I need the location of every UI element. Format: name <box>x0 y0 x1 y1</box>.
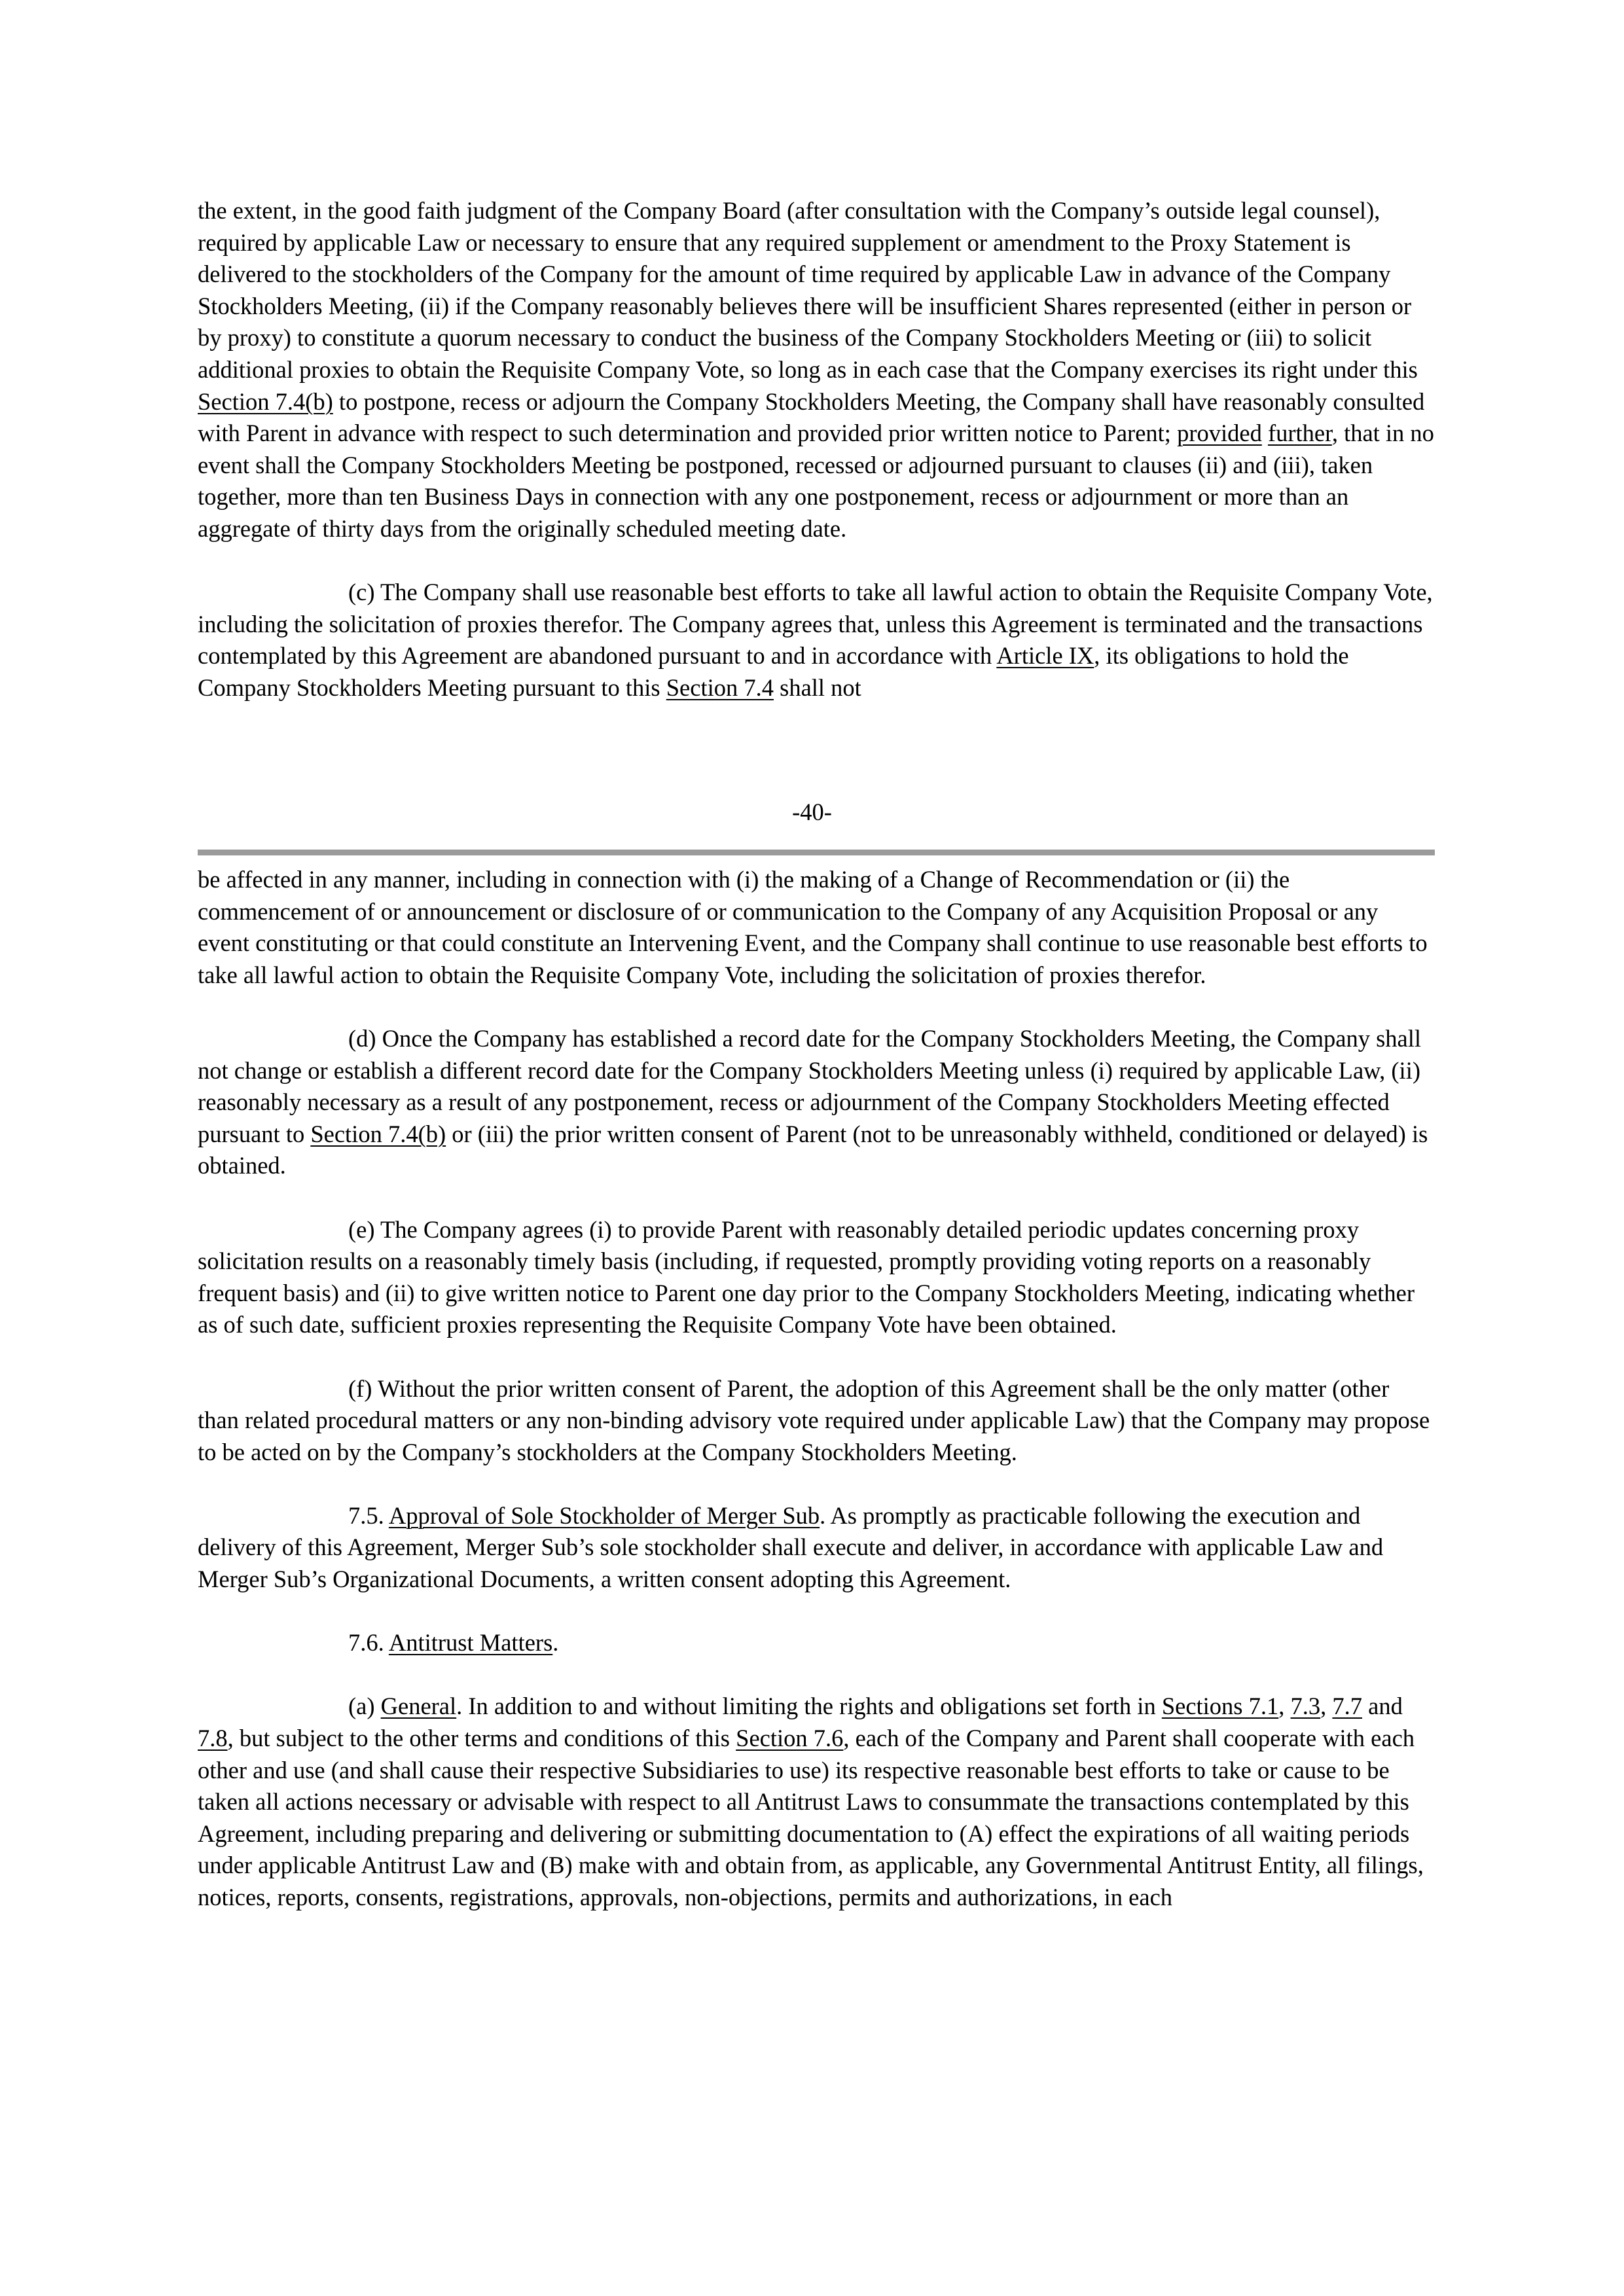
section-7-6-heading: Antitrust Matters <box>388 1629 553 1657</box>
page-40-body <box>198 195 1435 704</box>
paragraph-7-4-c: (c) The Company shall use reasonable best efforts to take all lawful action to obtain the Requisite Company Vote, including the solicitation of proxies therefor. The Company agrees that, unless this Agreement is terminated and the transactions contemplated by this Agreement are abandoned pursuant to and in accordance with Article IX, its obligations to hold the Company Stockholders Meeting pursuant to this Section 7.4 shall not <box>198 579 1433 701</box>
paragraph-7-4-d: (d) Once the Company has established a record date for the Company Stockholders Meeting, the Company shall not change or establish a different record date for the Company Stockholders Meeting unless (i) required by applicable Law, (ii) reasonably necessary as a result of any postponement, recess or adjournment of the Company Stockholders Meeting effected pursuant to Section 7.4(b) or (iii) the prior written consent of Parent (not to be unreasonably withheld, conditioned or delayed) is obtained. <box>198 1024 1428 1179</box>
paragraph-7-4-f: (f) Without the prior written consent of Parent, the adoption of this Agreement shall be the only matter (other than related procedural matters or any non-binding advisory vote required under applicable Law) that the Company may propose to be acted on by the Company’s stockholders at the Company Stockholders Meeting. <box>198 1374 1430 1465</box>
section-7-6-heading-line: 7.6. Antitrust Matters. <box>348 1629 559 1657</box>
sections-7-1-reference: Sections 7.1 <box>1161 1693 1279 1720</box>
page-break-divider <box>198 850 1435 855</box>
paragraph-7-6-a: (a) General. In addition to and without limiting the rights and obligations set forth in Sections 7.1, 7.3, 7.7 and 7.8, but subject to the other terms and conditions of this Section 7.6, each of the Company and Parent shall cooperate with each other and use (and shall cause their respective Subsidiaries to use) its respective reasonable best efforts to take or cause to be taken all actions necessary or advisable with respect to all Antitrust Laws to consummate the transactions contemplated by this Agreement, including preparing and delivering or submitting documentation to (A) effect the expirations of all waiting periods under applicable Antitrust Law and (B) make with and obtain from, as applicable, any Governmental Antitrust Entity, all filings, notices, reports, consents, registrations, approvals, non-objections, permits and authorizations, in each <box>198 1693 1424 1910</box>
section-7-4-b-reference: Section 7.4(b) <box>310 1120 446 1147</box>
further-term: further <box>1267 420 1332 447</box>
article-ix-reference: Article IX <box>996 642 1094 670</box>
page-41-body <box>198 864 1435 1914</box>
page-number: -40- <box>792 798 832 825</box>
section-7-5-heading: Approval of Sole Stockholder of Merger Sub <box>388 1501 820 1529</box>
paragraph-7-4-c-continuation: be affected in any manner, including in connection with (i) the making of a Change of Recommendation or (ii) the commencement of or announcement or disclosure of or communication to the Company of any Acquisition Proposal or any event constituting or that could constitute an Intervening Event, and the Company shall continue to use reasonable best efforts to take all lawful action to obtain the Requisite Company Vote, including the solicitation of proxies therefor. <box>198 866 1428 988</box>
paragraph-7-4-e: (e) The Company agrees (i) to provide Parent with reasonably detailed periodic updates concerning proxy solicitation results on a reasonably timely basis (including, if requested, promptly providing voting reports on a reasonably frequent basis) and (ii) to give written notice to Parent one day prior to the Company Stockholders Meeting, indicating whether as of such date, sufficient proxies representing the Requisite Company Vote have been obtained. <box>198 1215 1415 1338</box>
section-7-8-reference: 7.8 <box>198 1725 228 1752</box>
section-7-4-b-reference: Section 7.4(b) <box>198 387 333 415</box>
section-7-3-reference: 7.3 <box>1290 1693 1321 1720</box>
section-7-5: 7.5. Approval of Sole Stockholder of Merger Sub. As promptly as practicable following the execution and delivery of this Agreement, Merger Sub’s sole stockholder shall execute and deliver, in accordance with applicable Law and Merger Sub’s Organizational Documents, a written consent adopting this Agreement. <box>198 1501 1384 1593</box>
section-7-7-reference: 7.7 <box>1332 1693 1363 1720</box>
provided-term: provided <box>1177 420 1262 447</box>
paragraph-7-4-b-continuation: the extent, in the good faith judgment of the Company Board (after consultation with the Company’s outside legal counsel), required by applicable Law or necessary to ensure that any required supplement or amendment to the Proxy Statement is delivered to the stockholders of the Company for the amount of time required by applicable Law in advance of the Company Stockholders Meeting, (ii) if the Company reasonably believes there will be insufficient Shares represented (either in person or by proxy) to constitute a quorum necessary to conduct the business of the Company Stockholders Meeting or (iii) to solicit additional proxies to obtain the Requisite Company Vote, so long as in each case that the Company exercises its right under this Section 7.4(b) to postpone, recess or adjourn the Company Stockholders Meeting, the Company shall have reasonably consulted with Parent in advance with respect to such determination and provided prior written notice to Parent; provided further, that in no event shall the Company Stockholders Meeting be postponed, recessed or adjourned pursuant to clauses (ii) and (iii), taken together, more than ten Business Days in connection with any one postponement, recess or adjournment or more than an aggregate of thirty days from the originally scheduled meeting date. <box>198 197 1434 542</box>
section-7-4-reference: Section 7.4 <box>666 673 774 701</box>
section-7-6-reference: Section 7.6 <box>736 1725 844 1752</box>
general-heading: General <box>380 1693 457 1720</box>
